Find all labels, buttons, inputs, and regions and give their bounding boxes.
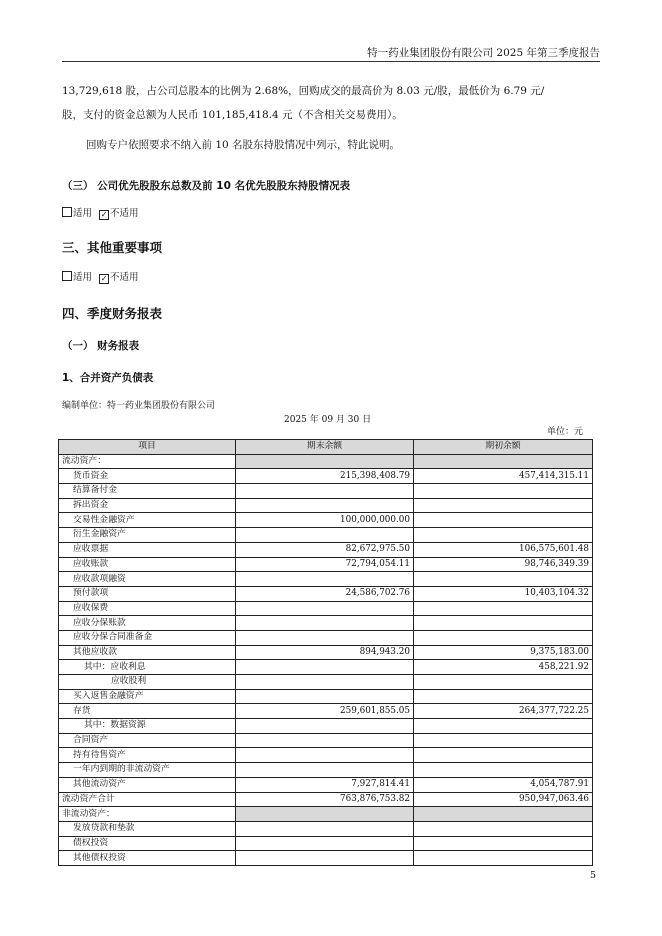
end-balance-cell [236, 675, 414, 690]
begin-balance-cell [414, 454, 593, 469]
end-balance-cell: 894,943.20 [236, 645, 414, 660]
begin-balance-cell [414, 821, 593, 836]
end-balance-cell [236, 601, 414, 616]
row-label: 其中：数据资源 [59, 719, 236, 734]
row-label: 拆出资金 [59, 498, 236, 513]
begin-balance-cell [414, 601, 593, 616]
begin-balance-cell [414, 689, 593, 704]
applicability-1 [62, 207, 139, 220]
begin-balance-cell [414, 719, 593, 734]
end-balance-cell [236, 719, 414, 734]
begin-balance-cell: 457,414,315.11 [414, 469, 593, 484]
row-label: 非流动资产： [59, 807, 236, 822]
table-row [59, 498, 593, 513]
begin-balance-cell: 458,221.92 [414, 660, 593, 675]
col-header-item: 项目 [59, 440, 236, 455]
table-row [59, 704, 593, 719]
begin-balance-cell [414, 498, 593, 513]
table-row [59, 807, 593, 822]
end-balance-cell [236, 807, 414, 822]
page-header [62, 47, 600, 62]
table-row [59, 821, 593, 836]
table-row [59, 586, 593, 601]
begin-balance-cell [414, 572, 593, 587]
row-label: 买入返售金融资产 [59, 689, 236, 704]
end-balance-cell [236, 763, 414, 778]
row-label: 流动资产： [59, 454, 236, 469]
other-matters-heading: 三、其他重要事项 [62, 240, 163, 255]
table-row [59, 777, 593, 792]
row-label: 合同资产 [59, 733, 236, 748]
not-applicable-label: 不适用 [110, 272, 139, 283]
row-label: 一年内到期的非流动资产 [59, 763, 236, 778]
end-balance-cell [236, 630, 414, 645]
begin-balance-cell [414, 675, 593, 690]
table-row [59, 616, 593, 631]
table-row [59, 748, 593, 763]
intro-line-2: 股，支付的资金总额为人民币 101,185,418.4 元（不含相关交易费用）。 [62, 109, 403, 121]
table-row [59, 601, 593, 616]
table-row [59, 689, 593, 704]
table-row [59, 836, 593, 851]
end-balance-cell [236, 454, 414, 469]
table-row [59, 454, 593, 469]
row-label: 应收分保合同准备金 [59, 630, 236, 645]
table-row [59, 660, 593, 675]
table-row [59, 469, 593, 484]
begin-balance-cell [414, 748, 593, 763]
table-row [59, 557, 593, 572]
row-label: 其他债权投资 [59, 851, 236, 866]
row-label: 存货 [59, 704, 236, 719]
intro-line-3: 回购专户依照要求不纳入前 10 名股东持股情况中列示，特此说明。 [86, 139, 401, 151]
row-label: 其他流动资产 [59, 777, 236, 792]
applicable-label: 适用 [73, 208, 93, 219]
end-balance-cell [236, 733, 414, 748]
row-label: 应收保费 [59, 601, 236, 616]
col-header-end-balance: 期末余额 [236, 440, 414, 455]
table-row [59, 851, 593, 866]
table-row [59, 572, 593, 587]
table-row [59, 675, 593, 690]
balance-sheet-heading: 1、合并资产负债表 [62, 372, 154, 384]
table-row [59, 513, 593, 528]
end-balance-cell: 7,927,814.41 [236, 777, 414, 792]
row-label: 其中：应收利息 [59, 660, 236, 675]
row-label: 发放贷款和垫款 [59, 821, 236, 836]
compiler-label: 编制单位：特一药业集团股份有限公司 [62, 401, 216, 411]
begin-balance-cell [414, 616, 593, 631]
checkbox-checked-icon: ✓ [100, 274, 108, 283]
financial-report-subheading: （一） 财务报表 [62, 340, 140, 352]
end-balance-cell [236, 851, 414, 866]
table-row [59, 719, 593, 734]
report-title: 特一药业集团股份有限公司 2025 年第三季度报告 [367, 47, 600, 59]
end-balance-cell [236, 836, 414, 851]
begin-balance-cell: 264,377,722.25 [414, 704, 593, 719]
end-balance-cell [236, 660, 414, 675]
checkbox-applicable-icon [62, 271, 72, 281]
begin-balance-cell: 10,403,104.32 [414, 586, 593, 601]
table-row [59, 542, 593, 557]
report-date: 2025 年 09 月 30 日 [284, 415, 372, 425]
row-label: 结算备付金 [59, 484, 236, 499]
unit-label: 单位：元 [547, 427, 584, 437]
begin-balance-cell [414, 836, 593, 851]
end-balance-cell: 215,398,408.79 [236, 469, 414, 484]
begin-balance-cell [414, 807, 593, 822]
page-number: 5 [590, 870, 597, 881]
end-balance-cell: 24,586,702.76 [236, 586, 414, 601]
row-label: 应收股利 [59, 675, 236, 690]
table-row [59, 792, 593, 807]
col-header-begin-balance: 期初余额 [414, 440, 593, 455]
row-label: 应收款项融资 [59, 572, 236, 587]
checkbox-checked-icon: ✓ [100, 210, 108, 219]
begin-balance-cell: 4,054,787.91 [414, 777, 593, 792]
row-label: 货币资金 [59, 469, 236, 484]
row-label: 持有待售资产 [59, 748, 236, 763]
row-label: 债权投资 [59, 836, 236, 851]
end-balance-cell [236, 689, 414, 704]
table-header-row [59, 440, 593, 455]
intro-line-1: 13,729,618 股，占公司总股本的比例为 2.68%，回购成交的最高价为 8.03 元/股，最低价为 6.79 元/ [62, 85, 545, 97]
balance-sheet-table [58, 439, 593, 866]
row-label: 其他应收款 [59, 645, 236, 660]
begin-balance-cell: 106,575,601.48 [414, 542, 593, 557]
begin-balance-cell [414, 513, 593, 528]
applicable-label: 适用 [73, 272, 93, 283]
end-balance-cell: 259,601,855.05 [236, 704, 414, 719]
end-balance-cell [236, 821, 414, 836]
row-label: 预付款项 [59, 586, 236, 601]
row-label: 交易性金融资产 [59, 513, 236, 528]
financial-statements-heading: 四、季度财务报表 [62, 306, 163, 321]
end-balance-cell: 82,672,975.50 [236, 542, 414, 557]
table-row [59, 733, 593, 748]
table-row [59, 484, 593, 499]
table-row [59, 645, 593, 660]
table-row [59, 528, 593, 543]
begin-balance-cell: 950,947,063.46 [414, 792, 593, 807]
row-label: 应收分保账款 [59, 616, 236, 631]
begin-balance-cell [414, 733, 593, 748]
end-balance-cell [236, 498, 414, 513]
preferred-shareholders-heading: （三） 公司优先股股东总数及前 10 名优先股股东持股情况表 [62, 180, 351, 192]
table-row [59, 763, 593, 778]
begin-balance-cell: 98,746,349.39 [414, 557, 593, 572]
end-balance-cell [236, 572, 414, 587]
end-balance-cell [236, 528, 414, 543]
begin-balance-cell [414, 630, 593, 645]
end-balance-cell: 100,000,000.00 [236, 513, 414, 528]
checkbox-applicable-icon [62, 207, 72, 217]
end-balance-cell [236, 748, 414, 763]
begin-balance-cell [414, 528, 593, 543]
row-label: 应收票据 [59, 542, 236, 557]
not-applicable-label: 不适用 [110, 208, 139, 219]
end-balance-cell [236, 484, 414, 499]
end-balance-cell: 763,876,753.82 [236, 792, 414, 807]
begin-balance-cell [414, 484, 593, 499]
row-label: 应收账款 [59, 557, 236, 572]
applicability-2 [62, 271, 139, 284]
end-balance-cell: 72,794,054.11 [236, 557, 414, 572]
row-label: 衍生金融资产 [59, 528, 236, 543]
begin-balance-cell [414, 763, 593, 778]
table-row [59, 630, 593, 645]
row-label: 流动资产合计 [59, 792, 236, 807]
begin-balance-cell: 9,375,183.00 [414, 645, 593, 660]
begin-balance-cell [414, 851, 593, 866]
end-balance-cell [236, 616, 414, 631]
